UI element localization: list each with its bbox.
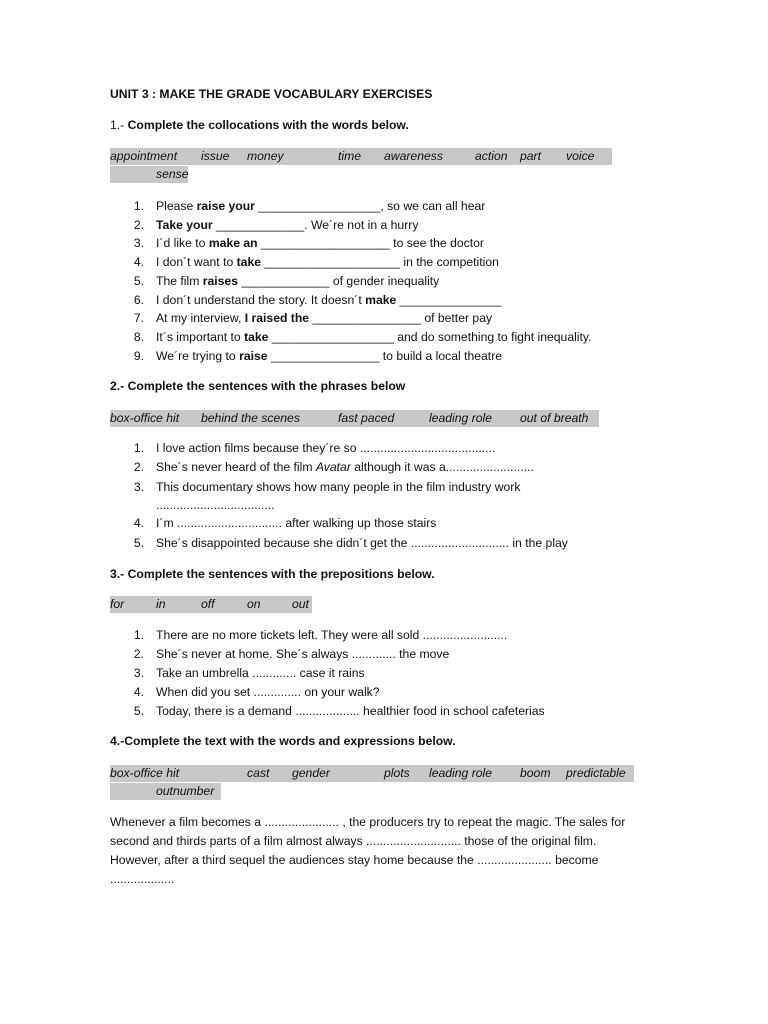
item-keyword: raise [239, 349, 268, 363]
word-box-4-item: gender [292, 766, 330, 780]
paragraph-line: second and thirds parts of a film almost always ............................ those of the original film. [110, 834, 597, 848]
word-box-3-item: in [156, 597, 166, 611]
list-item: There are no more tickets left. They were all sold ......................... [156, 628, 508, 642]
word-box-4-item: box-office hit [110, 766, 180, 780]
paragraph-line: Whenever a film becomes a ...................... , the producers try to repeat the magic. The sales for [110, 815, 626, 829]
item-keyword: raises [202, 274, 238, 288]
exercise-3-heading: 3.- Complete the sentences with the prepositions below. [110, 567, 435, 581]
item-number: 5. [133, 274, 144, 288]
word-box-3-item: for [110, 597, 125, 611]
item-keyword: Take your [156, 218, 213, 232]
word-box-4-item: plots [384, 766, 410, 780]
item-number: 5. [133, 536, 144, 550]
word-box-3-item: out [292, 597, 309, 611]
list-item [156, 458, 534, 476]
item-blank: _______________ [396, 293, 502, 307]
word-box-4-item: cast [247, 766, 270, 780]
exercise-2-heading: 2.- Complete the sentences with the phrases below [110, 379, 406, 393]
item-number: 6. [133, 293, 144, 307]
item-keyword: take [236, 255, 262, 269]
list-item: I love action films because they´re so ........................................ [156, 441, 496, 455]
item-blank: _____________ of gender inequality [237, 274, 440, 288]
word-box-2-item: fast paced [338, 411, 395, 425]
item-blank: ____________________ in the competition [261, 255, 499, 269]
list-item [156, 328, 591, 346]
item-number: 2. [133, 218, 144, 232]
item-blank: __________________, so we can all hear [254, 199, 486, 213]
list-item [156, 272, 439, 290]
item-blank: __________________ and do something to fight inequality. [268, 330, 592, 344]
list-item [156, 347, 502, 365]
word-box-2-item: out of breath [520, 411, 589, 425]
item-text: Please [156, 199, 197, 213]
item-number: 5. [133, 704, 144, 718]
word-box-2-item: behind the scenes [201, 411, 300, 425]
list-item [156, 291, 501, 309]
item-number: 9. [133, 349, 144, 363]
list-item: Take an umbrella ............. case it rains [156, 666, 365, 680]
item-text: We´re trying to [156, 349, 240, 363]
word-box-1-item: part [520, 149, 542, 163]
item-number: 8. [133, 330, 144, 344]
word-box-4-item: outnumber [156, 784, 215, 798]
word-box-1-item: time [338, 149, 362, 163]
item-text: It´s important to [156, 330, 245, 344]
list-item: She´s disappointed because she didn´t get the ............................. in the play [156, 536, 568, 550]
item-number: 3. [133, 480, 144, 494]
item-number: 7. [133, 311, 144, 325]
item-blank: ___________________ to see the doctor [257, 236, 484, 250]
item-number: 4. [133, 516, 144, 530]
item-number: 4. [133, 685, 144, 699]
exercise-1-instruction: Complete the collocations with the words below. [127, 118, 409, 132]
word-box-1-item: issue [201, 149, 230, 163]
list-item: When did you set .............. on your walk? [156, 685, 380, 699]
item-keyword: make [365, 293, 397, 307]
word-box-1-item: voice [566, 149, 595, 163]
item-number: 2. [133, 647, 144, 661]
item-blank: ________________ to build a local theatre [267, 349, 503, 363]
item-text: I don´t understand the story. It doesn´t [156, 293, 366, 307]
item-blank: _____________. We´re not in a hurry [212, 218, 419, 232]
exercise-4-heading: 4.-Complete the text with the words and expressions below. [110, 734, 456, 748]
word-box-2-item: leading role [429, 411, 493, 425]
item-number: 1. [133, 628, 144, 642]
item-text: although it was a.......................... [350, 460, 534, 474]
item-text: The film [156, 274, 203, 288]
item-number: 1. [133, 199, 144, 213]
word-box-2-item: box-office hit [110, 411, 180, 425]
paragraph-line: ................... [110, 872, 175, 886]
item-number: 2. [133, 460, 144, 474]
item-keyword: I raised the [244, 311, 310, 325]
paragraph-line: However, after a third sequel the audiences stay home because the ...................... become [110, 853, 599, 867]
item-keyword: take [244, 330, 269, 344]
word-box-3-item: on [247, 597, 261, 611]
item-number: 1. [133, 441, 144, 455]
list-item-continuation: ................................... [156, 498, 275, 512]
page-title: UNIT 3 : MAKE THE GRADE VOCABULARY EXERCISES [110, 87, 433, 101]
item-text: She´s never heard of the film [156, 460, 316, 474]
list-item [156, 197, 485, 215]
item-text: I´d like to [156, 236, 209, 250]
item-film-title: Avatar [315, 460, 351, 474]
word-box-1-item: action [475, 149, 508, 163]
word-box-3-item: off [201, 597, 215, 611]
exercise-1-heading [110, 116, 409, 134]
word-box-1-item: appointment [110, 149, 178, 163]
item-keyword: raise your [196, 199, 255, 213]
list-item: She´s never at home. She´s always ............. the move [156, 647, 450, 661]
list-item [156, 309, 492, 327]
item-number: 3. [133, 666, 144, 680]
item-blank: ________________ of better pay [309, 311, 493, 325]
list-item: I´m ............................... after walking up those stairs [156, 516, 437, 530]
word-box-4-row-1 [110, 765, 634, 782]
item-text: At my interview, [156, 311, 245, 325]
word-box-4-item: predictable [566, 766, 626, 780]
item-text: I don´t want to [156, 255, 237, 269]
item-keyword: make an [208, 236, 258, 250]
word-box-1-item: sense [156, 167, 189, 181]
list-item: This documentary shows how many people in the film industry work [156, 480, 521, 494]
list-item [156, 253, 499, 271]
list-item: Today, there is a demand ................... healthier food in school cafeterias [156, 704, 545, 718]
word-box-4-item: leading role [429, 766, 493, 780]
word-box-4-item: boom [520, 766, 551, 780]
item-number: 3. [133, 236, 144, 250]
item-number: 4. [133, 255, 144, 269]
word-box-1-item: money [247, 149, 284, 163]
word-box-1-item: awareness [384, 149, 443, 163]
list-item [156, 216, 418, 234]
list-item [156, 234, 484, 252]
exercise-1-number: 1.- [110, 118, 128, 132]
